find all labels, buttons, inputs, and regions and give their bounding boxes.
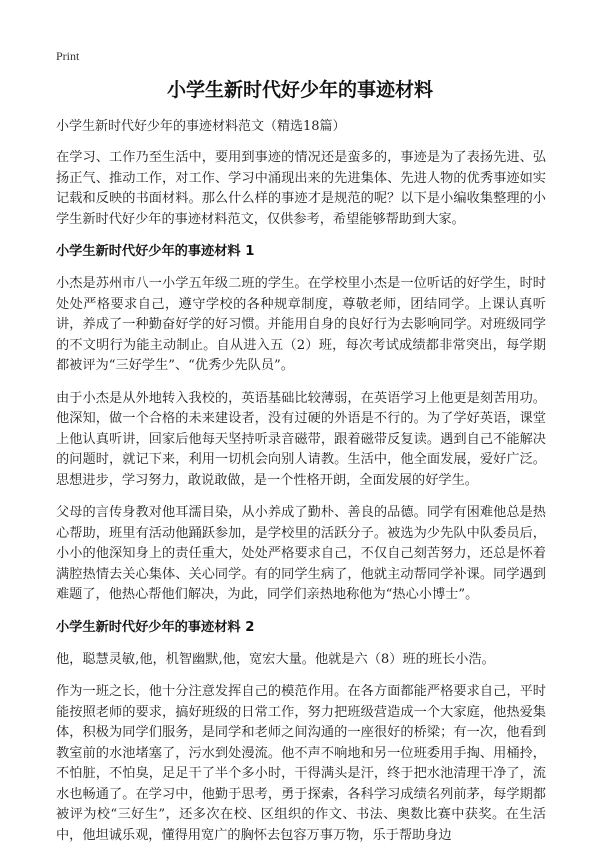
section-2-paragraph-1: 他，聪慧灵敏,他，机智幽默,他，宽宏大量。他就是六（8）班的班长小浩。: [56, 651, 495, 667]
article-body: [56, 118, 546, 858]
page-title: 小学生新时代好少年的事迹材料: [166, 79, 433, 101]
section-2-paragraph-2: 作为一班之长，他十分注意发挥自己的模范作用。在各方面都能严格要求自己，平时能按照老师的要求，搞好班级的日常工作，努力把班级营造成一个大家庭，他热爱集体，积极为同学们服务，是同学和老师之间沟通的一座很好的桥梁；有一次，他看到教室前的水池堵塞了，污水到处漫流。他不声不响地和另一位班委用手掏、用桶拎，不怕脏，不怕臭，足足干了半个多小时，干得满头是汗，终于把水池清理干净了，流水也畅通了。在学习中，他勤于思考，勇于探索，各科学习成绩名列前茅，每学期都被评为校“三好生”，还多次在校、区组织的作文、书法、奥数比赛中获奖。在生活中，他坦诚乐观，懂得用宽广的胸怀去包容万事万物，乐于帮助身边: [56, 684, 546, 843]
article-subtitle: 小学生新时代好少年的事迹材料范文（精选18篇）: [56, 119, 346, 134]
intro-paragraph: 在学习、工作乃至生活中，要用到事迹的情况还是蛮多的，事迹是为了表扬先进、弘扬正气、推动工作，对工作、学习中涌现出来的先进集体、先进人物的优秀事迹如实记载和反映的书面材料。那么什么样的事迹才是规范的呢？以下是小编收集整理的小学生新时代好少年的事迹材料范文，仅供参考，希望能够帮助到大家。: [56, 150, 546, 227]
section-1-paragraph-2: 由于小杰是从外地转入我校的，英语基础比较薄弱，在英语学习上他更是刻苦用功。他深知，做一个合格的未来建设者，没有过硬的外语是不行的。为了学好英语，课堂上他认真听讲，回家后他每天坚持听录音磁带，跟着磁带反复读。遇到自己不能解决的问题时，就记下来，利用一切机会向别人请教。生活中，他全面发展，爱好广泛。思想进步，学习努力，敢说敢做，是一个性格开朗，全面发展的好学生。: [56, 390, 546, 488]
section-heading-1: 小学生新时代好少年的事迹材料 1: [56, 244, 255, 259]
print-link[interactable]: Print: [56, 49, 80, 63]
section-1-paragraph-3: 父母的言传身教对他耳濡目染，从小养成了勤朴、善良的品德。同学有困难他总是热心帮助，班里有活动他踊跃参加，是学校里的活跃分子。被选为少先队中队委员后，小小的他深知身上的责任重大，处处严格要求自己，不仅自己刻苦努力，还总是怀着满腔热情去关心集体、关心同学。有的同学生病了，他就主动帮同学补课。同学遇到难题了，他热心帮他们解决，为此，同学们亲热地称他为“热心小博士”。: [56, 505, 546, 602]
section-1-paragraph-1: 小杰是苏州市八一小学五年级二班的学生。在学校里小杰是一位听话的好学生，时时处处严格要求自己，遵守学校的各种规章制度，尊敬老师，团结同学。上课认真听讲，养成了一种勤奋好学的好习惯。并能用自身的良好行为去影响同学。对班级同学的不文明行为能主动制止。自从进入五（2）班，每次考试成绩都非常突出，每学期都被评为“三好学生”、“优秀少先队员”。: [56, 276, 546, 373]
section-heading-2: 小学生新时代好少年的事迹材料 2: [56, 619, 255, 635]
